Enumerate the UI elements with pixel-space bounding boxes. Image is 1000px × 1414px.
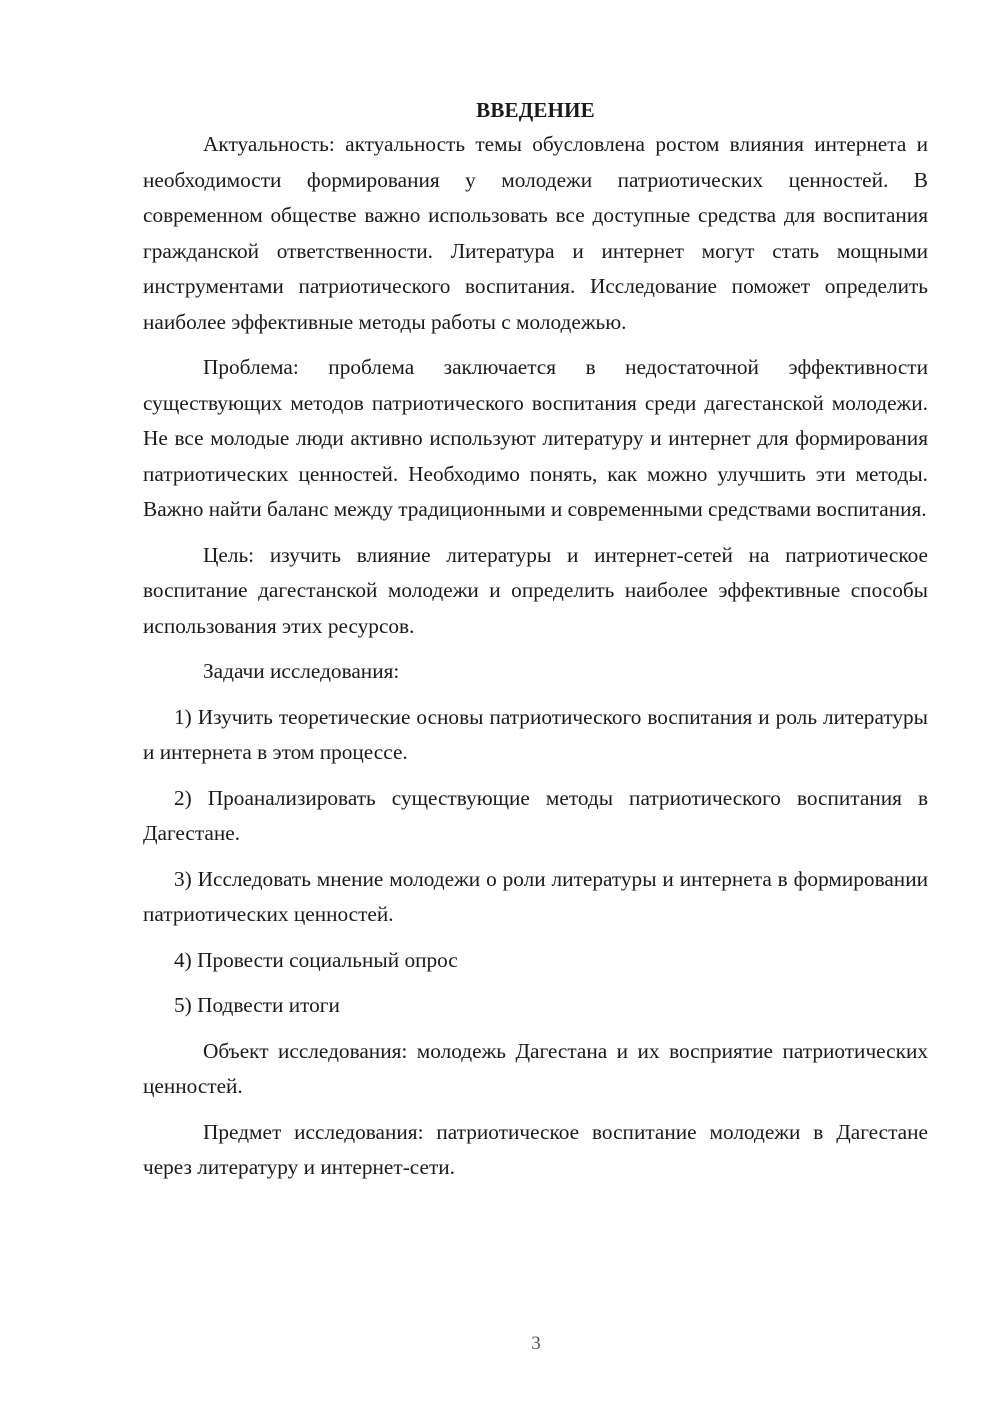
list-item: 3) Исследовать мнение молодежи о роли литературы и интернета в формировании патриотических ценностей. bbox=[143, 866, 928, 926]
list-item: 5) Подвести итоги bbox=[174, 993, 340, 1017]
paragraph-subject: Предмет исследования: патриотическое воспитание молодежи в Дагестане через литературу и интернет-сети. bbox=[143, 1119, 928, 1179]
list-item: 2) Проанализировать существующие методы патриотического воспитания в Дагестане. bbox=[143, 785, 928, 845]
page-content bbox=[143, 93, 928, 1186]
paragraph-problem: Проблема: проблема заключается в недостаточной эффективности существующих методов патриотического воспитания среди дагестанской молодежи. Не все молодые люди активно используют литературу и интернет для формирования патриотических ценностей. Необходимо понять, как можно улучшить эти методы. Важно найти баланс между традиционными и современными средствами воспитания. bbox=[143, 355, 928, 521]
section-title: ВВЕДЕНИЕ bbox=[476, 98, 595, 122]
list-item: 1) Изучить теоретические основы патриотического воспитания и роль литературы и интернета в этом процессе. bbox=[143, 704, 928, 764]
paragraph-object: Объект исследования: молодежь Дагестана и их восприятие патриотических ценностей. bbox=[143, 1038, 928, 1098]
paragraph-goal: Цель: изучить влияние литературы и интернет-сетей на патриотическое воспитание дагестанской молодежи и определить наиболее эффективные способы использования этих ресурсов. bbox=[143, 542, 928, 638]
paragraph-relevance: Актуальность: актуальность темы обусловлена ростом влияния интернета и необходимости формирования у молодежи патриотических ценностей. В современном обществе важно использовать все доступные средства для воспитания гражданской ответственности. Литература и интернет могут стать мощными инструментами патриотического воспитания. Исследование поможет определить наиболее эффективные методы работы с молодежью. bbox=[143, 132, 928, 334]
tasks-list bbox=[143, 700, 928, 1024]
tasks-heading: Задачи исследования: bbox=[203, 659, 400, 683]
page-number: 3 bbox=[531, 1333, 541, 1354]
list-item: 4) Провести социальный опрос bbox=[174, 947, 458, 972]
